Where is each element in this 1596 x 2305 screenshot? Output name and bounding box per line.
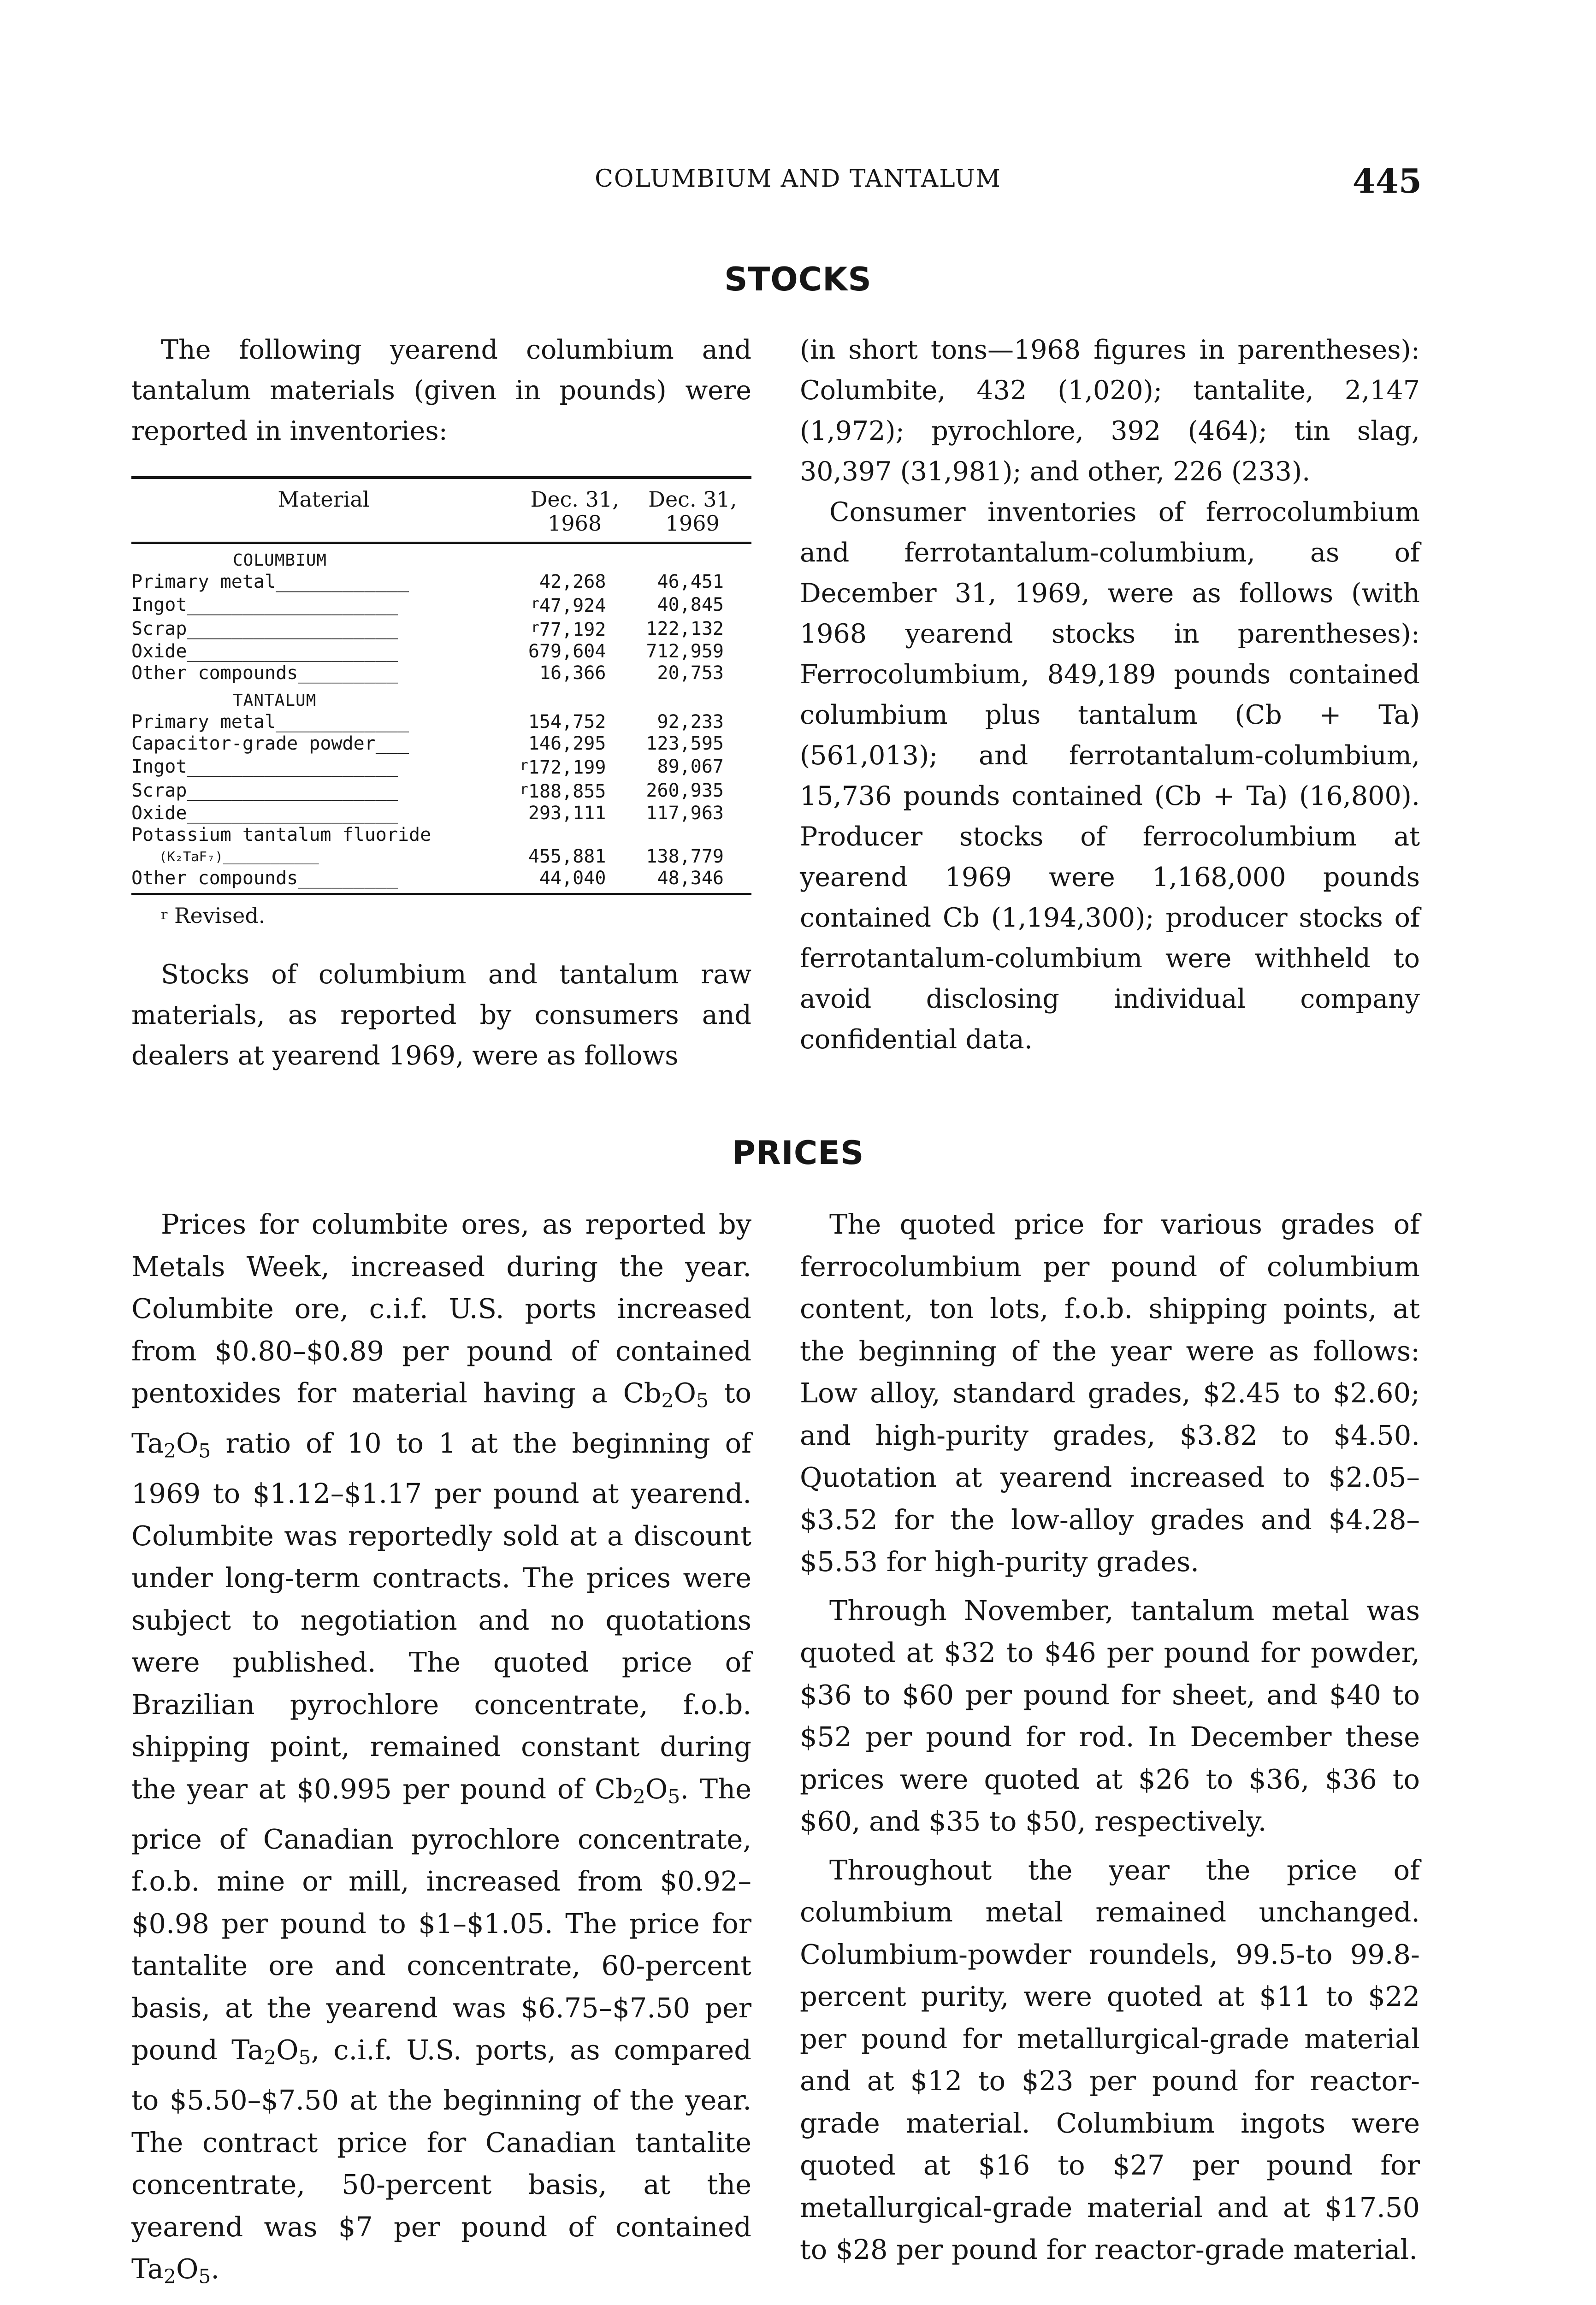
table-cell-1968: 154,752 [528,711,606,733]
table-cell-material: Scrap___________________ [131,780,398,801]
table-cell-material: Ingot___________________ [131,756,398,777]
table-cell-1968: 679,604 [528,641,606,662]
revised-mark: r [531,620,539,636]
stocks-right-column [800,330,1420,1060]
header-material: Material [278,487,370,512]
table-category-row [131,684,751,711]
table-cell-1969: 117,963 [646,803,724,824]
table-cell-1969: 20,753 [657,662,724,684]
table-body [131,544,751,889]
running-head [0,161,1596,201]
table-cell-material: Other compounds_________ [131,662,398,684]
table-category-label: TANTALUM [233,691,317,710]
footnote-text: Revised. [174,903,266,928]
table-cell-material: Primary metal____________ [131,711,409,733]
stocks-left-column [131,330,751,1076]
prices-left-column [131,1203,751,2299]
table-cell-1968: 146,295 [528,733,606,754]
running-title: COLUMBIUM AND TANTALUM [595,165,1001,193]
table-category-label: COLUMBIUM [233,551,327,570]
header-dec-1968: Dec. 31, 1968 [530,487,619,536]
tantalum-metal-prices-paragraph: Through November, tantalum metal was quoted at $32 to $46 per pound for powder, $36 to $60 per pound for sheet, and $40 to $52 per pound for rod. In December these prices were quoted at $26 to $36, $36 to $60, and $35 to $50, respectively. [800,1594,1420,1837]
table-row [131,571,751,593]
revised-mark: r [531,596,539,612]
table-cell-1968: 455,881 [528,846,606,867]
table-cell-1968: 16,366 [539,662,606,684]
table-cell-1969: 260,935 [646,780,724,801]
table-cell-1969 [633,824,751,846]
footnote-mark: r [161,907,168,923]
columbium-metal-prices-paragraph: Throughout the year the price of columbium metal remained unchanged. Columbium-powder roundels, 99.5-to 99.8-percent purity, were quoted at $11 to $22 per pound for metallurgical-grade material and at $12 to $23 per pound for reactor-grade material. Columbium ingots were quoted at $16 to $27 per pound for metallurgical-grade material and at $17.50 to $28 per pound for reactor-grade material. [800,1854,1420,2265]
table-cell-1968: 42,268 [539,571,606,592]
table-cell-material: Primary metal____________ [131,571,409,592]
table-cell-1968: $^r$188,855 [520,781,606,802]
table-cell-1969: 46,451 [657,571,724,592]
columbite-prices-paragraph: Prices for columbite ores, as reported by Metals Week, increased during the year. Columbite ore, c.i.f. U.S. ports increased from $0.80–$0.89 per pound of contained pentoxides for material having a $Cb_2O_5$ to $Ta_2O_5$ ratio of 10 to 1 at the beginning of 1969 to $1.12–$1.17 per pound at yearend. Columbite was reportedly sold at a discount under long-term contracts. The prices were subject to negotiation and no quotations were published. The quoted price of Brazilian pyrochlore concentrate, f.o.b. shipping point, remained constant during the year at $0.995 per pound of $Cb_2O_5$. The price of Canadian pyrochlore concentrate, f.o.b. mine or mill, increased from $0.92–$0.98 per pound to $1–$1.05. The price for tantalite ore and concentrate, 60-percent basis, at the yearend was $6.75–$7.50 per pound $Ta_2O_5$, c.i.f. U.S. ports, as compared to $5.50–$7.50 at the beginning of the year. The contract price for Canadian tantalite concentrate, 50-percent basis, at the yearend was $7 per pound of contained $Ta_2O_5$. [131,1208,751,2289]
ferrocolumbium-prices-paragraph: The quoted price for various grades of ferrocolumbium per pound of columbium content, ton lots, f.o.b. shipping points, at the beginning of the year were as follows: Low alloy, standard grades, $2.45 to $2.60; and high-purity grades, $3.82 to $4.50. Quotation at yearend increased to $2.05–$3.52 for the low-alloy grades and $4.28–$5.53 for high-purity grades. [800,1208,1420,1578]
table-row [131,755,751,779]
table-cell-material: Scrap___________________ [131,618,398,639]
table-row [131,593,751,617]
table-row [131,824,751,846]
table-cell-1969: 123,595 [646,733,724,754]
table-cell-1969: 40,845 [657,594,724,615]
table-cell-1968: 44,040 [539,868,606,889]
stocks-heading: STOCKS [724,260,872,298]
revised-mark: r [520,781,528,798]
table-cell-material: Ingot___________________ [131,594,398,615]
table-cell-1968: $^r$172,199 [520,757,606,778]
table-cell-1968 [516,824,634,846]
table-row [131,779,751,803]
table-cell-1969: 138,779 [646,846,724,867]
table-footnote [131,895,751,936]
table-cell-material: (K₂TaF₇)____________ [159,849,319,864]
table-cell-material: Oxide___________________ [131,803,398,824]
table-cell-1968: $^r$77,192 [531,619,606,640]
table-cell-material: Oxide___________________ [131,641,398,662]
stocks-raw-materials-paragraph: Stocks of columbium and tantalum raw materials, as reported by consumers and dealers at yearend 1969, were as follows [131,959,751,1071]
table-row [131,733,751,755]
table-cell-1969: 92,233 [657,711,724,733]
table-cell-1968: 293,111 [528,803,606,824]
table-row [131,711,751,733]
table-category-row [131,544,751,571]
table-header-row [131,479,751,538]
table-row [131,617,751,641]
stocks-intro-paragraph: The following yearend columbium and tantalum materials (given in pounds) were reported in inventories: [131,335,751,446]
table-row [131,803,751,824]
table-row [131,868,751,889]
table-cell-1969: 712,959 [646,641,724,662]
table-cell-material: Other compounds_________ [131,868,398,889]
prices-right-column [800,1203,1420,2271]
stocks-continued-paragraph: (in short tons—1968 figures in parentheses): Columbite, 432 (1,020); tantalite, 2,147 (1,972); pyrochlore, 392 (464); tin slag, 30,397 (31,981); and other, 226 (233). [800,335,1420,487]
table-row [131,846,751,868]
consumer-inventories-paragraph: Consumer inventories of ferrocolumbium and ferrotantalum-columbium, as of December 31, 1969, were as follows (with 1968 yearend stocks in parentheses): Ferrocolumbium, 849,189 pounds contained columbium plus tantalum (Cb + Ta) (561,013); and ferrotantalum-columbium, 15,736 pounds contained (Cb + Ta) (16,800). Producer stocks of ferrocolumbium at yearend 1969 were 1,168,000 pounds contained Cb (1,194,300); producer stocks of ferrotantalum-columbium were withheld to avoid disclosing individual company confidential data. [800,497,1420,1055]
table-cell-1969: 122,132 [646,618,724,639]
revised-mark: r [520,757,528,774]
prices-heading: PRICES [732,1134,864,1172]
table-cell-1969: 48,346 [657,868,724,889]
inventory-table [131,476,751,895]
table-cell-1968: $^r$47,924 [531,595,606,616]
table-row [131,662,751,684]
table-cell-material: Potassium tantalum fluoride [131,824,432,845]
header-dec-1969: Dec. 31, 1969 [648,487,737,536]
table-cell-material: Capacitor-grade powder___ [131,733,409,754]
table-cell-1969: 89,067 [657,756,724,777]
table-row [131,641,751,662]
page-number: 445 [1352,161,1422,201]
